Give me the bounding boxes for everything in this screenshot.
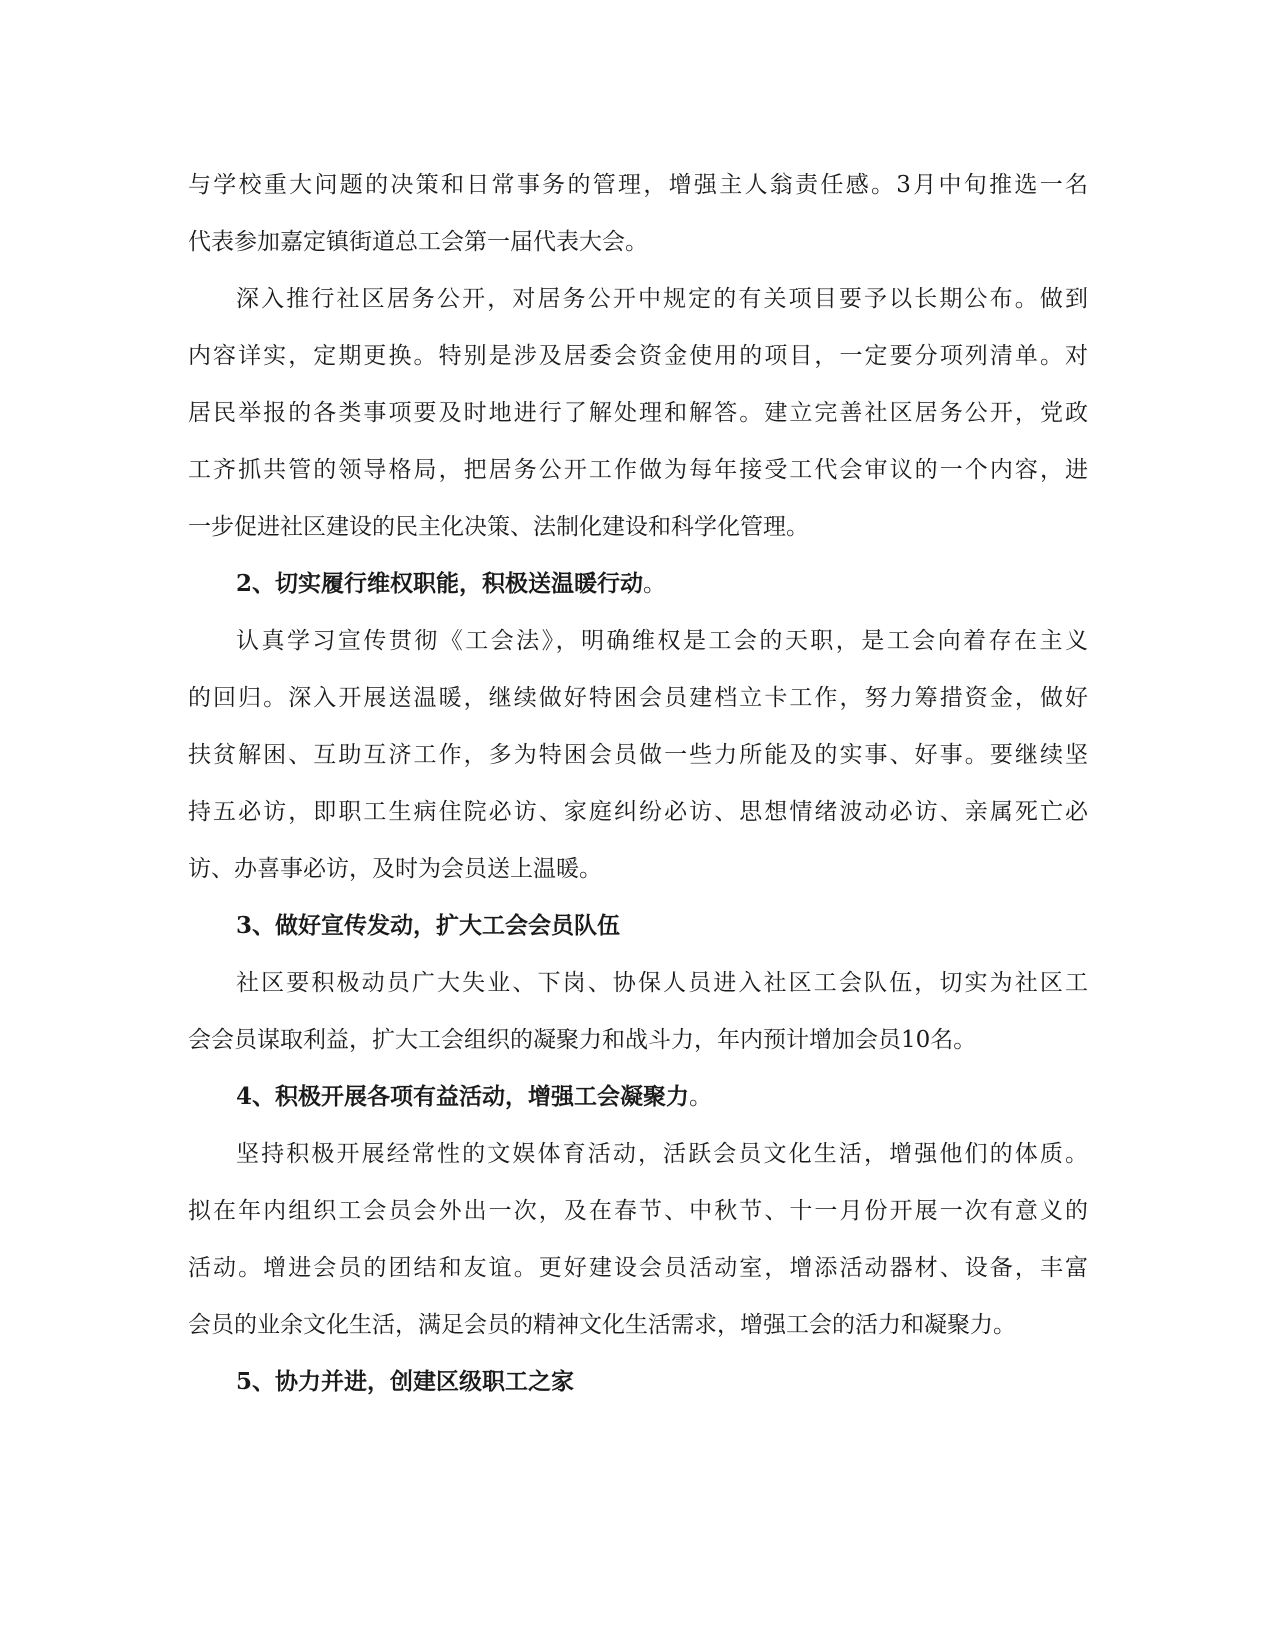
section-heading-text: 2、切实履行维权职能，积极送温暖行动	[236, 570, 644, 597]
section-heading-tail: 。	[643, 571, 667, 597]
section-heading-text: 5、协力并进，创建区级职工之家	[236, 1368, 575, 1395]
paragraph-line: 活动。增进会员的团结和友谊。更好建设会员活动室，增添活动器材、设备，丰富	[188, 1255, 1088, 1281]
paragraph-line: 持五必访，即职工生病住院必访、家庭纠纷必访、思想情绪波动必访、亲属死亡必	[188, 799, 1088, 825]
paragraph-line: 坚持积极开展经常性的文娱体育活动，活跃会员文化生活，增强他们的体质。	[236, 1141, 1088, 1167]
section-heading	[236, 1082, 712, 1112]
paragraph-line: 与学校重大问题的决策和日常事务的管理，增强主人翁责任感。3月中旬推选一名	[188, 172, 1088, 198]
paragraph-line: 工齐抓共管的领导格局，把居务公开工作做为每年接受工代会审议的一个内容，进	[188, 457, 1088, 483]
paragraph-line: 拟在年内组织工会员会外出一次，及在春节、中秋节、十一月份开展一次有意义的	[188, 1198, 1088, 1224]
section-heading-text: 4、积极开展各项有益活动，增强工会凝聚力	[236, 1083, 690, 1110]
section-heading	[236, 569, 666, 599]
paragraph-line: 深入推行社区居务公开，对居务公开中规定的有关项目要予以长期公布。做到	[236, 286, 1088, 312]
section-heading-tail: 。	[689, 1084, 713, 1110]
paragraph-line: 居民举报的各类事项要及时地进行了解处理和解答。建立完善社区居务公开，党政	[188, 400, 1088, 426]
paragraph-line: 会员的业余文化生活，满足会员的精神文化生活需求，增强工会的活力和凝聚力。	[188, 1312, 1016, 1338]
paragraph-line: 认真学习宣传贯彻《工会法》，明确维权是工会的天职，是工会向着存在主义	[236, 628, 1088, 654]
section-heading	[236, 1367, 574, 1397]
paragraph-line: 一步促进社区建设的民主化决策、法制化建设和科学化管理。	[188, 514, 809, 540]
paragraph-line: 扶贫解困、互助互济工作，多为特困会员做一些力所能及的实事、好事。要继续坚	[188, 742, 1088, 768]
section-heading-text: 3、做好宣传发动，扩大工会会员队伍	[236, 912, 621, 939]
paragraph-line: 内容详实，定期更换。特别是涉及居委会资金使用的项目，一定要分项列清单。对	[188, 343, 1088, 369]
section-heading	[236, 911, 620, 941]
paragraph-line: 社区要积极动员广大失业、下岗、协保人员进入社区工会队伍，切实为社区工	[236, 970, 1088, 996]
paragraph-line: 的回归。深入开展送温暖，继续做好特困会员建档立卡工作，努力筹措资金，做好	[188, 685, 1088, 711]
paragraph-line: 代表参加嘉定镇街道总工会第一届代表大会。	[188, 229, 648, 255]
paragraph-line: 访、办喜事必访，及时为会员送上温暖。	[188, 856, 602, 882]
paragraph-line: 会会员谋取利益，扩大工会组织的凝聚力和战斗力，年内预计增加会员10名。	[188, 1027, 977, 1053]
